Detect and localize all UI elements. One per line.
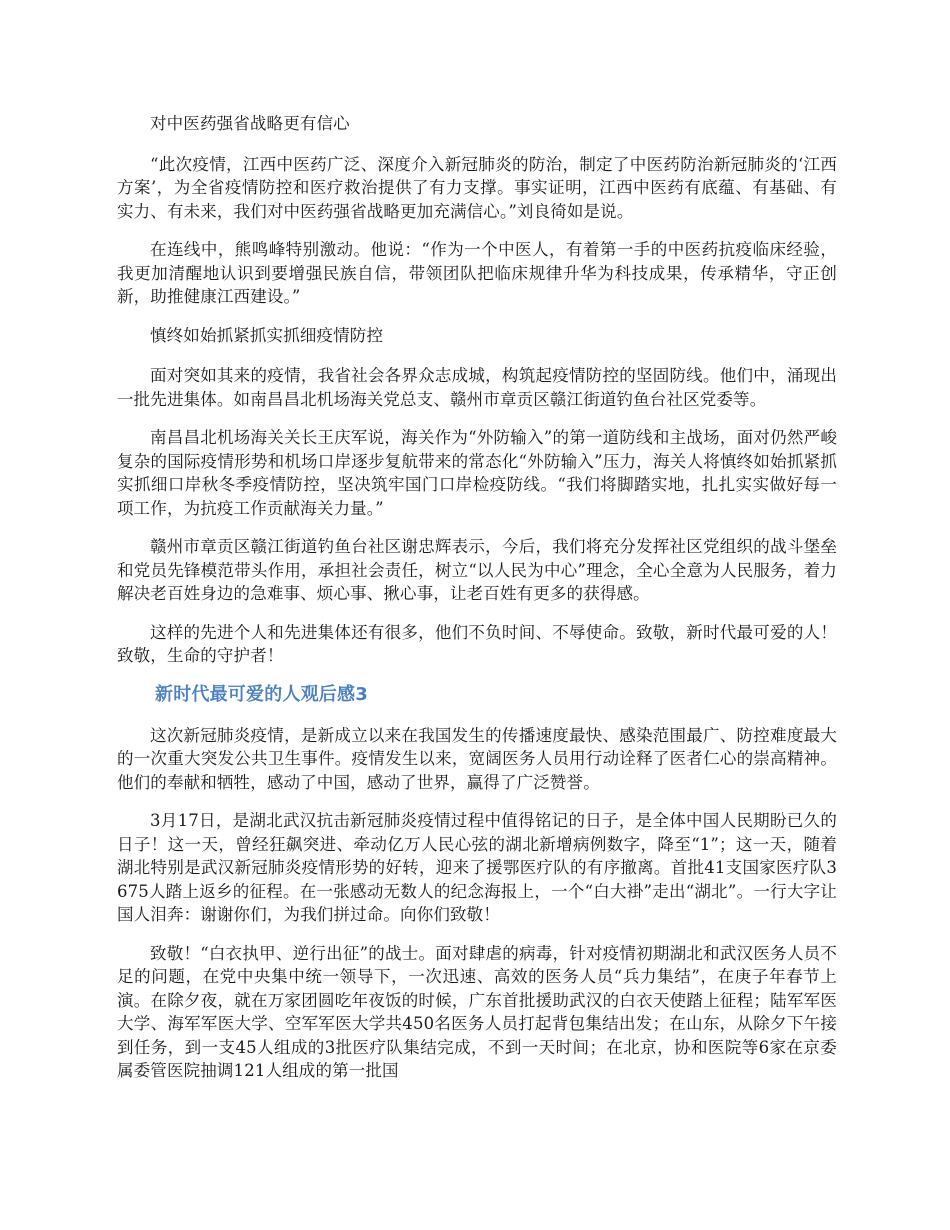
paragraph: 3月17日，是湖北武汉抗击新冠肺炎疫情过程中值得铭记的日子，是全体中国人民期盼已久的日子！这一天，曾经狂飙突进、牵动亿万人民心弦的湖北新增病例数字，降至“1”；这一天，随着湖北特别是武汉新冠肺炎疫情形势的好转，迎来了援鄂医疗队的有序撤离。首批41支国家医疗队3675人踏上返乡的征程。在一张感动无数人的纪念海报上，一个“白大褂”走出“湖北”。一行大字让国人泪奔：谢谢你们，为我们拼过命。向你们致敬！ bbox=[117, 811, 837, 924]
paragraph: “此次疫情，江西中医药广泛、深度介入新冠肺炎的防治，制定了中医药防治新冠肺炎的‘江西方案’，为全省疫情防控和医疗救治提供了有力支撑。事实证明，江西中医药有底蕴、有基础、有实力、有未来，我们对中医药强省战略更加充满信心。”刘良徛如是说。 bbox=[117, 154, 837, 221]
paragraph: 致敬！“白衣执甲、逆行出征”的战士。面对肆虐的病毒，针对疫情初期湖北和武汉医务人员不足的问题，在党中央集中统一领导下，一次迅速、高效的医务人员“兵力集结”，在庚子年春节上演。在除夕夜，就在万家团圆吃年夜饭的时候，广东首批援助武汉的白衣天使踏上征程；陆军军医大学、海军军医大学、空军军医大学共450名医务人员打起背包集结出发；在山东，从除夕下午接到任务，到一支45人组成的3批医疗队集结完成，不到一天时间；在北京，协和医院等6家在京委属委管医院抽调121人组成的第一批国 bbox=[117, 943, 837, 1080]
paragraph: 面对突如其来的疫情，我省社会各界众志成城，构筑起疫情防控的坚固防线。他们中，涌现出一批先进集体。如南昌昌北机场海关党总支、赣州市章贡区赣江街道钓鱼台社区党委等。 bbox=[117, 366, 837, 409]
paragraph: 在连线中，熊鸣峰特别激动。他说：“作为一个中医人，有着第一手的中医药抗疫临床经验，我更加清醒地认识到要增强民族自信，带领团队把临床规律升华为科技成果，传承精华，守正创新，助推健康江西建设。” bbox=[117, 240, 837, 306]
article-body bbox=[117, 112, 837, 1098]
paragraph: 南昌昌北机场海关关长王庆军说，海关作为“外防输入”的第一道防线和主战场，面对仍然严峻复杂的国际疫情形势和机场口岸逐步复航带来的常态化“外防输入”压力，海关人将慎终如始抓紧抓实抓细口岸秋冬季疫情防控，坚决筑牢国门口岸检疫防线。“我们将脚踏实地，扎扎实实做好每一项工作，为抗疫工作贡献海关力量。” bbox=[117, 428, 837, 518]
subheading-confidence: 对中医药强省战略更有信心 bbox=[150, 114, 350, 133]
subheading-prevention: 慎终如始抓紧抓实抓细疫情防控 bbox=[150, 325, 384, 345]
paragraph: 这样的先进个人和先进集体还有很多，他们不负时间、不辱使命。致敬，新时代最可爱的人！致敬，生命的守护者！ bbox=[117, 622, 837, 665]
paragraph: 赣州市章贡区赣江街道钓鱼台社区谢忠辉表示，今后，我们将充分发挥社区党组织的战斗堡垒和党员先锋模范带头作用，承担社会责任，树立“以人民为中心”理念，全心全意为人民服务，着力解决老百姓身边的急难事、烦心事、揪心事，让老百姓有更多的获得感。 bbox=[117, 537, 837, 603]
section-heading: 新时代最可爱的人观后感3 bbox=[155, 683, 368, 705]
paragraph: 这次新冠肺炎疫情，是新成立以来在我国发生的传播速度最快、感染范围最广、防控难度最大的一次重大突发公共卫生事件。疫情发生以来，宽阔医务人员用行动诠释了医者仁心的崇高精神。他们的奉献和牺牲，感动了中国，感动了世界，赢得了广泛赞誉。 bbox=[117, 725, 837, 792]
